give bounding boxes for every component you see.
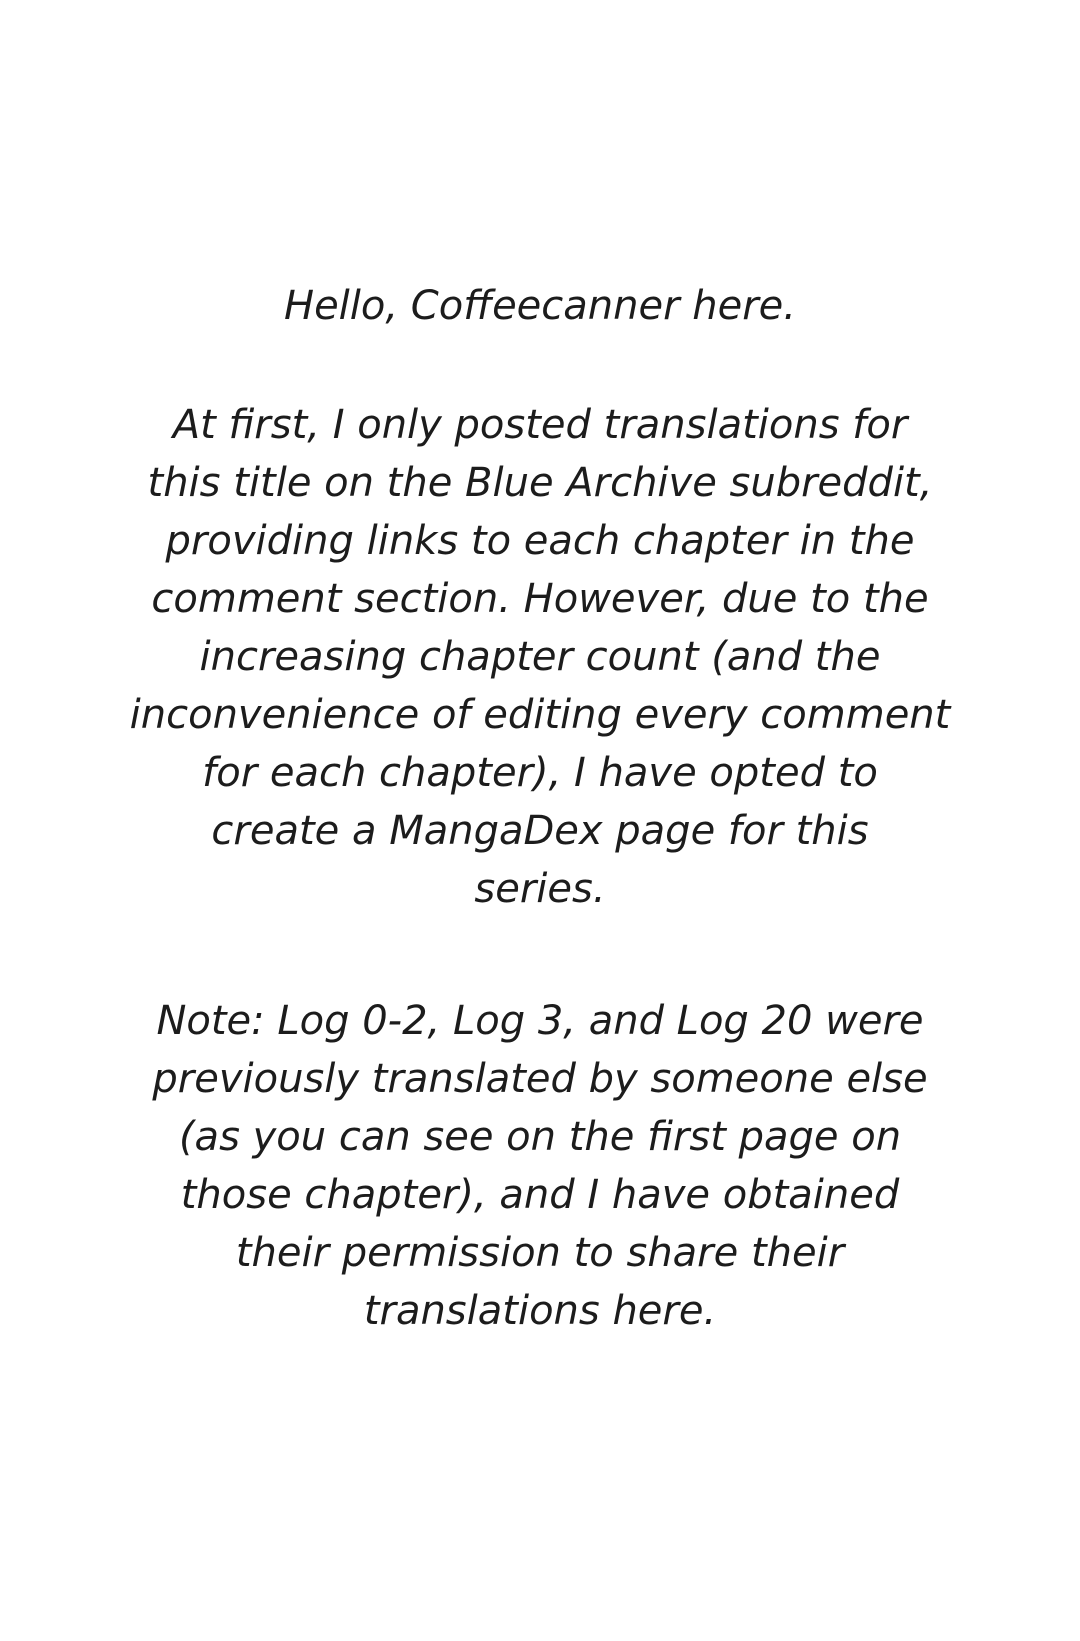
paragraph-line: At first, I only posted translations for: [172, 402, 908, 448]
paragraph-line: inconvenience of editing every comment: [129, 692, 951, 738]
greeting-text: [0, 277, 1080, 335]
paragraph-line: providing links to each chapter in the: [165, 518, 915, 564]
note-paragraph: [0, 992, 1080, 1340]
paragraph-line: increasing chapter count (and the: [199, 634, 881, 680]
paragraph-line: previously translated by someone else: [152, 1056, 928, 1102]
intro-paragraph: [0, 396, 1080, 918]
paragraph-line: Note: Log 0-2, Log 3, and Log 20 were: [156, 998, 924, 1044]
paragraph-line: those chapter), and I have obtained: [180, 1172, 900, 1218]
paragraph-line: create a MangaDex page for this: [211, 808, 869, 854]
paragraph-line: their permission to share their: [235, 1230, 845, 1276]
paragraph-line: this title on the Blue Archive subreddit,: [147, 460, 933, 506]
paragraph-line: for each chapter), I have opted to: [202, 750, 878, 796]
paragraph-line: series.: [474, 866, 606, 912]
paragraph-line: (as you can see on the first page on: [178, 1114, 902, 1160]
greeting-line: Hello, Coffeecanner here.: [283, 283, 796, 329]
paragraph-line: translations here.: [363, 1288, 717, 1334]
paragraph-line: comment section. However, due to the: [151, 576, 929, 622]
